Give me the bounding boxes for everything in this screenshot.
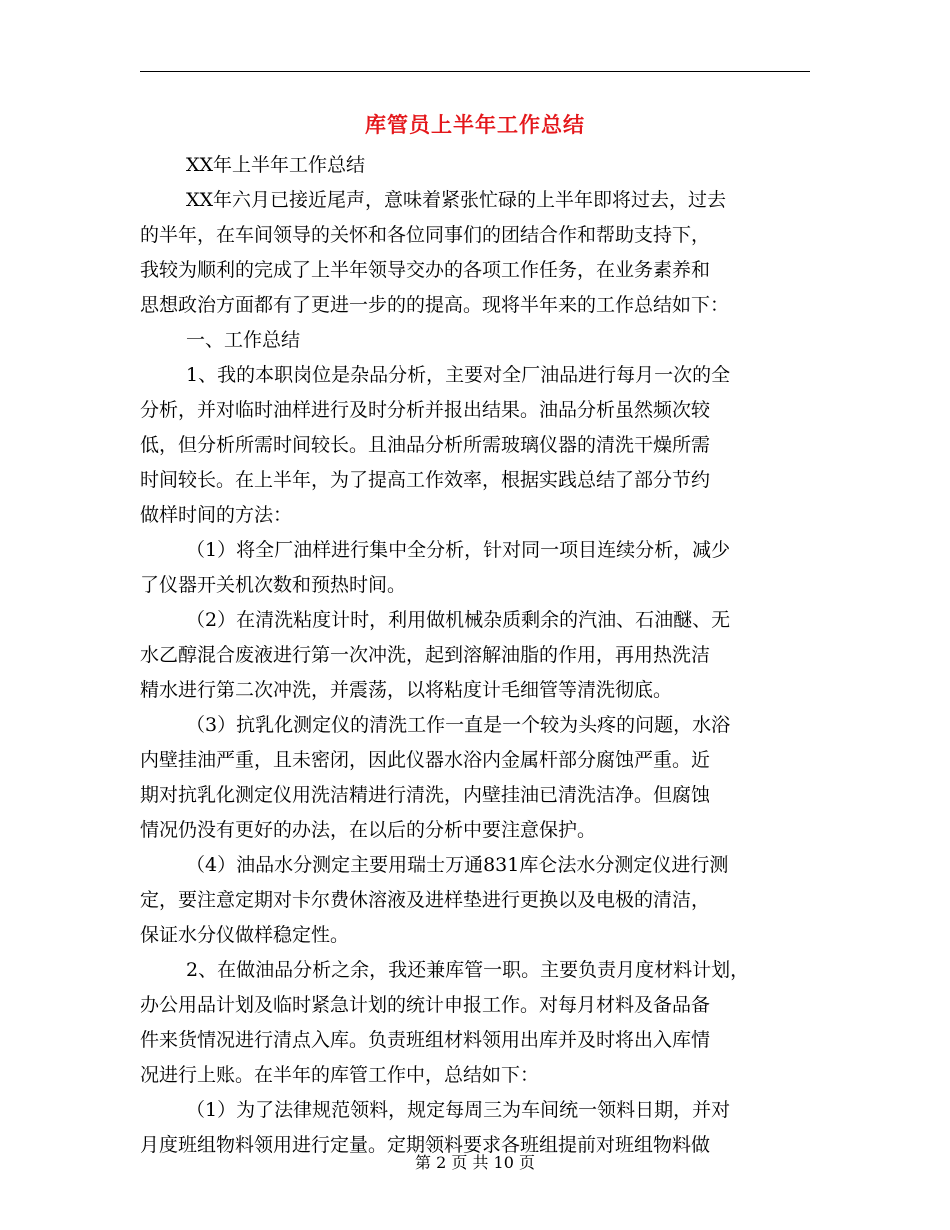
text-line: 低，但分析所需时间较长。且油品分析所需玻璃仪器的清洗干燥所需 (140, 434, 711, 456)
text-line: （4）油品水分测定主要用瑞士万通831库仑法水分测定仪进行测 (186, 854, 729, 876)
document-title: 库管员上半年工作总结 (365, 113, 585, 137)
text-line: 精水进行第二次冲洗，并震荡，以将粘度计毛细管等清洗彻底。 (140, 679, 673, 701)
text-line: XX年六月已接近尾声，意味着紧张忙碌的上半年即将过去，过去 (186, 189, 727, 211)
text-line: 期对抗乳化测定仪用洗洁精进行清洗，内壁挂油已清洗洁净。但腐蚀 (140, 784, 711, 806)
text-line: 件来货情况进行清点入库。负责班组材料领用出库并及时将出入库情 (140, 1029, 711, 1051)
text-line: （2）在清洗粘度计时，利用做机械杂质剩余的汽油、石油醚、无 (186, 609, 731, 631)
text-line: 况进行上账。在半年的库管工作中，总结如下： (140, 1064, 540, 1086)
text-line: 1、我的本职岗位是杂品分析，主要对全厂油品进行每月一次的全 (186, 364, 731, 386)
text-line: 一、工作总结 (186, 329, 301, 351)
text-line: 定，要注意定期对卡尔费休溶液及进样垫进行更换以及电极的清洁， (140, 889, 711, 911)
text-line: 保证水分仪做样稳定性。 (140, 924, 350, 946)
text-line: 的半年，在车间领导的关怀和各位同事们的团结合作和帮助支持下， (140, 224, 711, 246)
text-line: 2、在做油品分析之余，我还兼库管一职。主要负责月度材料计划， (186, 959, 750, 981)
text-line: （1）为了法律规范领料，规定每周三为车间统一领料日期，并对 (186, 1099, 731, 1121)
text-line: 我较为顺利的完成了上半年领导交办的各项工作任务，在业务素养和 (140, 259, 711, 281)
text-line: 水乙醇混合废液进行第一次冲洗，起到溶解油脂的作用，再用热洗洁 (140, 644, 711, 666)
header-rule (140, 71, 810, 72)
page-number: 第 2 页 共 10 页 (415, 1153, 535, 1172)
document-body (140, 148, 815, 1163)
text-line: 思想政治方面都有了更进一步的的提高。现将半年来的工作总结如下： (140, 294, 730, 316)
text-line: （3）抗乳化测定仪的清洗工作一直是一个较为头疼的问题，水浴 (186, 714, 731, 736)
text-line: 月度班组物料领用进行定量。定期领料要求各班组提前对班组物料做 (140, 1134, 711, 1156)
text-line: 分析，并对临时油样进行及时分析并报出结果。油品分析虽然频次较 (140, 399, 711, 421)
text-line: XX年上半年工作总结 (186, 154, 366, 176)
text-line: 了仪器开关机次数和预热时间。 (140, 574, 407, 596)
text-line: 做样时间的方法： (140, 504, 293, 526)
text-line: 情况仍没有更好的办法，在以后的分析中要注意保护。 (140, 819, 597, 841)
text-line: 办公用品计划及临时紧急计划的统计申报工作。对每月材料及备品备 (140, 994, 711, 1016)
text-line: 时间较长。在上半年，为了提高工作效率，根据实践总结了部分节约 (140, 469, 711, 491)
text-line: 内壁挂油严重，且未密闭，因此仪器水浴内金属杆部分腐蚀严重。近 (140, 749, 711, 771)
text-line: （1）将全厂油样进行集中全分析，针对同一项目连续分析，减少 (186, 539, 731, 561)
